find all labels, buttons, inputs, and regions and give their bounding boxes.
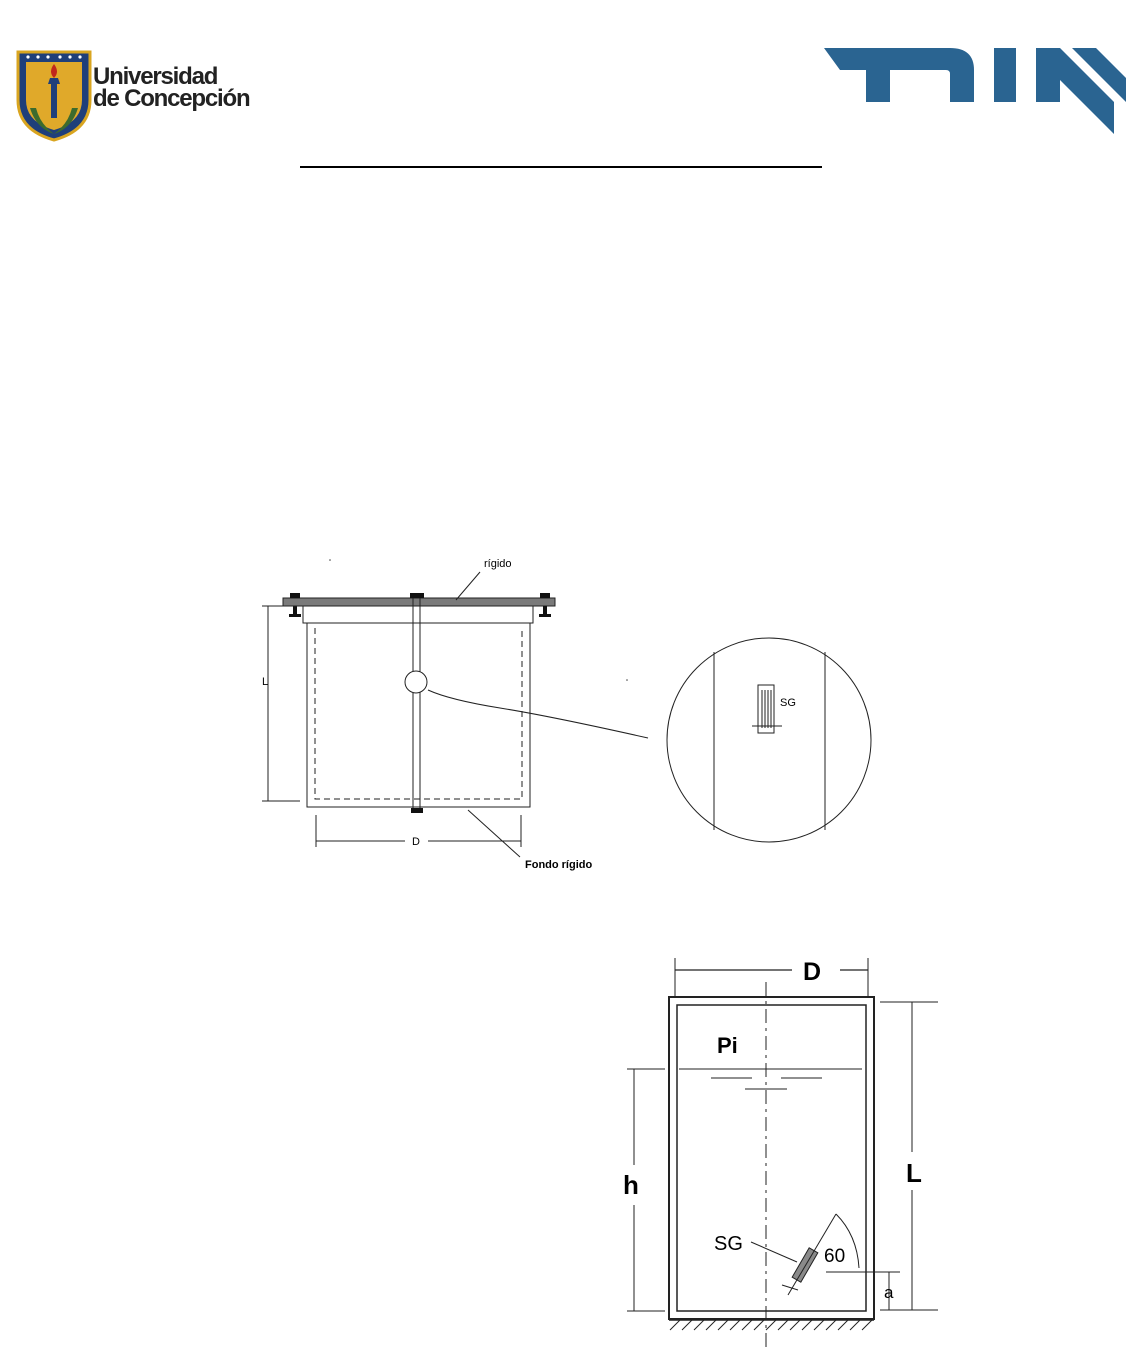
vessel-diagram: [623, 958, 938, 1352]
offset-label: a: [884, 1283, 894, 1302]
tank-diagram: [262, 558, 648, 871]
rigid-lid: [283, 598, 555, 606]
detail-circle: [667, 638, 871, 842]
length-label: L: [262, 676, 269, 688]
bottom-label: Fondo rígido: [525, 859, 593, 871]
university-name-line1: Universidad: [93, 63, 218, 90]
vessel-length-label: L: [906, 1158, 922, 1188]
diameter-label: D: [412, 836, 420, 848]
rigid-label: rígido: [484, 558, 512, 570]
detail-sg-label: SG: [780, 697, 796, 709]
tank-inner-dashed: [315, 628, 522, 799]
tank-wall: [303, 606, 533, 807]
vessel-sg-label: SG: [714, 1233, 743, 1255]
height-label: h: [623, 1170, 639, 1200]
vessel-outer-wall: [669, 997, 874, 1319]
angle-label: 60: [824, 1246, 846, 1267]
university-name-line2: de Concepción: [93, 85, 250, 112]
ground-hatch: [670, 1320, 872, 1330]
detail-marker: [405, 671, 427, 693]
vessel-diameter-label: D: [803, 958, 822, 986]
pressure-label: Pi: [717, 1033, 738, 1058]
strain-gauge-detail: [667, 638, 871, 842]
